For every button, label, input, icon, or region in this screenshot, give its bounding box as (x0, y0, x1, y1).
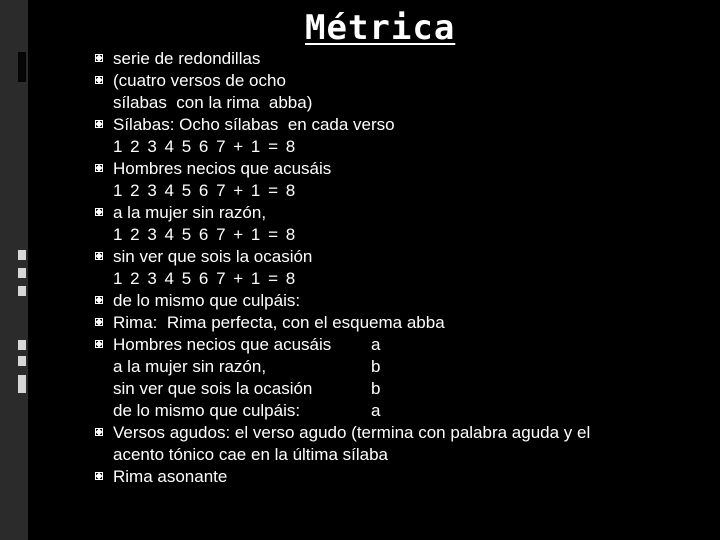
bullet-item (95, 202, 705, 246)
bullet-text: de lo mismo que culpáis: (113, 291, 301, 310)
bullet-text: Hombres necios que acusáis (113, 159, 332, 178)
square-bullet-icon (95, 76, 103, 84)
square-bullet-icon (95, 318, 103, 326)
bullet-text: 1 2 3 4 5 6 7 + 1 = 8 (113, 181, 297, 200)
square-bullet-icon (95, 472, 103, 480)
verse-text: sin ver que sois la ocasión (113, 379, 313, 398)
bullet-text: 1 2 3 4 5 6 7 + 1 = 8 (113, 137, 297, 156)
slide-title: Métrica (305, 8, 456, 48)
bullet-item (95, 246, 705, 290)
left-dark-marker (18, 52, 26, 82)
bullet-text: sin ver que sois la ocasión (113, 247, 313, 266)
square-bullet-icon (95, 252, 103, 260)
left-light-marker (18, 340, 26, 350)
verse-text: a la mujer sin razón, (113, 357, 267, 376)
rhyme-letter: b (371, 357, 381, 376)
bullet-text: Versos agudos: el verso agudo (termina con palabra aguda y el (113, 423, 591, 442)
rhyme-scheme-row (113, 334, 705, 356)
verse-text: Hombres necios que acusáis (113, 335, 332, 354)
left-light-marker (18, 268, 26, 278)
bullet-text: 1 2 3 4 5 6 7 + 1 = 8 (113, 225, 297, 244)
rhyme-scheme-item (95, 334, 705, 422)
bullet-text: serie de redondillas (113, 49, 261, 68)
square-bullet-icon (95, 296, 103, 304)
bullet-item (95, 70, 705, 114)
square-bullet-icon (95, 164, 103, 172)
bullet-item (95, 48, 705, 70)
left-light-marker (18, 286, 26, 296)
square-bullet-icon (95, 54, 103, 62)
rhyme-scheme-row (113, 378, 705, 400)
bullet-item (95, 290, 705, 312)
square-bullet-icon (95, 340, 103, 348)
bullet-text: (cuatro versos de ocho (113, 71, 286, 90)
bullet-text: 1 2 3 4 5 6 7 + 1 = 8 (113, 269, 297, 288)
square-bullet-icon (95, 428, 103, 436)
rhyme-scheme-row (113, 356, 705, 378)
bullet-text: sílabas con la rima abba) (113, 93, 313, 112)
bullet-text: Sílabas: Ocho sílabas en cada verso (113, 115, 395, 134)
square-bullet-icon (95, 208, 103, 216)
square-bullet-icon (95, 120, 103, 128)
bullet-text: a la mujer sin razón, (113, 203, 267, 222)
bullet-text: Rima: Rima perfecta, con el esquema abba (113, 313, 445, 332)
verse-text: de lo mismo que culpáis: (113, 401, 301, 420)
bullet-item (95, 422, 705, 466)
left-light-marker (18, 356, 26, 366)
rhyme-letter: b (371, 379, 381, 398)
bullet-item (95, 466, 705, 488)
bullet-text: acento tónico cae en la última sílaba (113, 445, 389, 464)
bullet-text: Rima asonante (113, 467, 228, 486)
rhyme-letter: a (371, 401, 381, 420)
rhyme-letter: a (371, 335, 381, 354)
bullet-item (95, 158, 705, 202)
bullet-item (95, 312, 705, 334)
left-light-marker (18, 250, 26, 260)
bullet-list (95, 48, 705, 488)
rhyme-scheme-row (113, 400, 705, 422)
bullet-item (95, 114, 705, 158)
left-light-marker (18, 375, 26, 393)
